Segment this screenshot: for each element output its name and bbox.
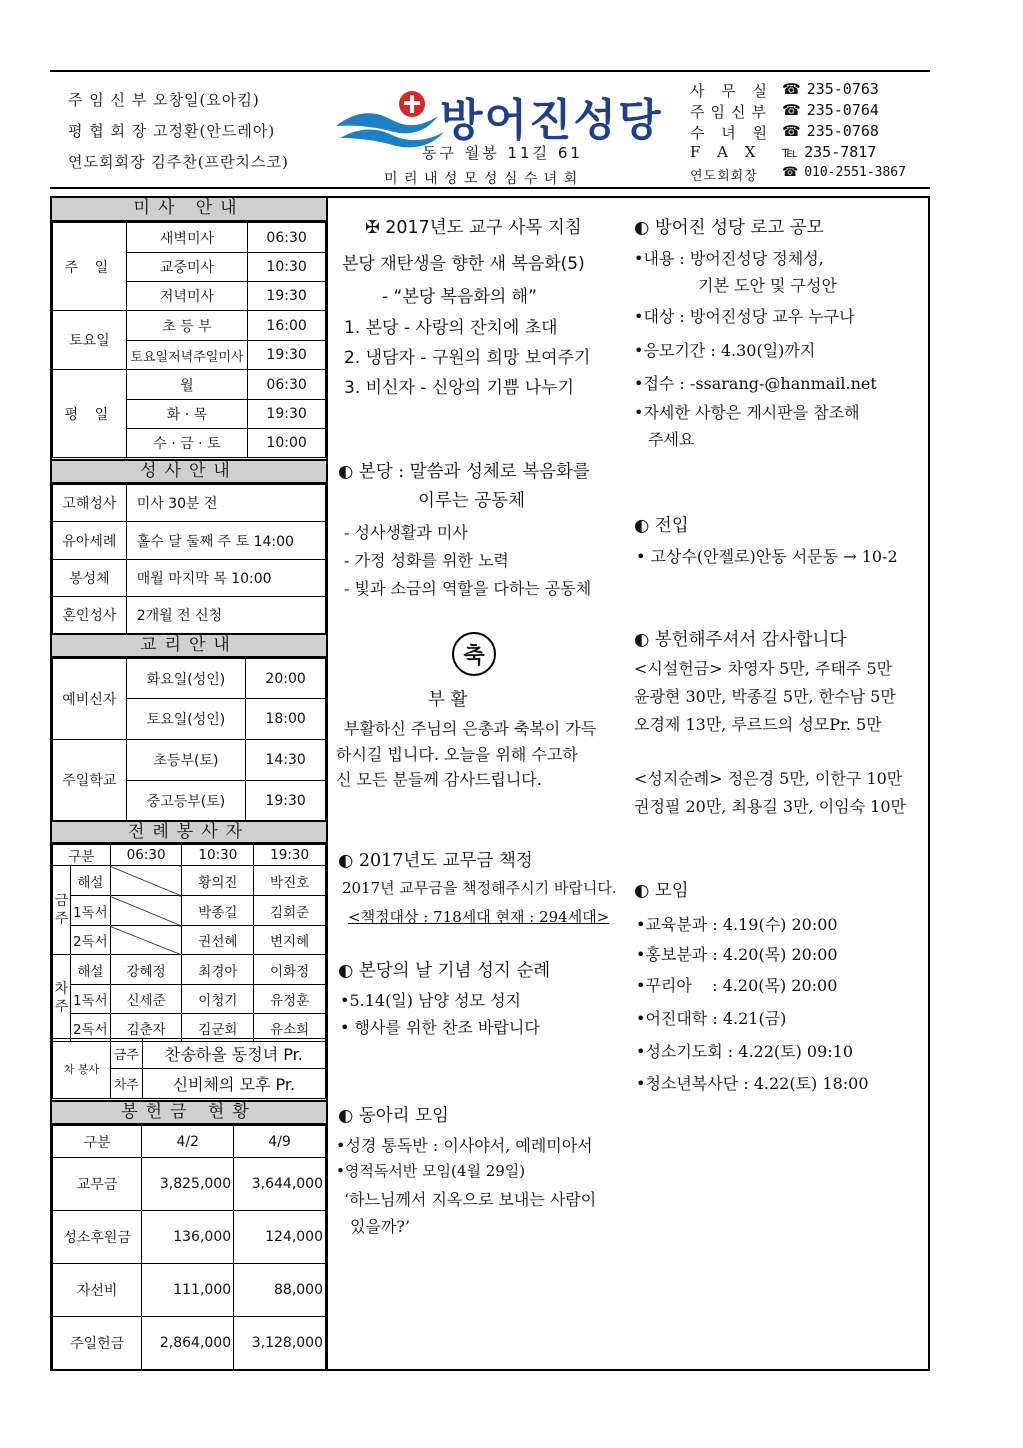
pilgrimage-title: ◐ 본당의 날 기념 성지 순례 bbox=[338, 961, 551, 981]
contact-convent: 수 녀 원 ☎ 235-0768 bbox=[690, 122, 879, 142]
memorial-president-line: 연도회회장 김주찬(프란치스코) bbox=[68, 153, 289, 171]
contact-fax: F A X ℡ 235-7817 bbox=[690, 143, 877, 161]
address: 동구 월봉 11길 61 bbox=[422, 144, 583, 162]
council-president-line: 평 협 회 장 고정환(안드레아) bbox=[68, 122, 276, 140]
celebration-emblem-icon: 축 bbox=[452, 632, 496, 676]
mass-header: 미사 안내 bbox=[52, 198, 326, 222]
contact-office: 사 무 실 ☎ 235-0763 bbox=[690, 80, 879, 100]
church-name: 방어진성당 bbox=[440, 95, 663, 146]
sacraments-header: 성사안내 bbox=[52, 459, 326, 484]
parish-title: ◐ 본당 : 말씀과 성체로 복음화를 bbox=[338, 462, 590, 482]
motto: 미 리 내 성 모 성 심 수 녀 회 bbox=[384, 171, 579, 187]
policy-title: ✠ 2017년도 교구 사목 지침 bbox=[365, 218, 582, 238]
catechism-table: 예비신자 화요일(성인) 20:00 토요일(성인) 18:00 주일학교 초등부(토) 14:30 중고등부(토) 19:30 bbox=[52, 658, 326, 821]
contact-pastor: 주임신부 ☎ 235-0764 bbox=[690, 101, 879, 121]
contact-memorial: 연도회회장 ☎ 010-2551-3867 bbox=[690, 165, 906, 184]
altar-service-table: 차 봉사 금주 찬송하올 동정녀 Pr. 차주 신비체의 모후 Pr. bbox=[52, 1038, 326, 1099]
liturgy-header: 전례봉사자 bbox=[52, 820, 326, 844]
phone-icon: ☎ bbox=[782, 80, 801, 98]
liturgy-table: 구분 06:30 10:30 19:30 금 주 해설 황의진 박진호 1독서 박종길 김회준 2독서 권선혜 변지혜 차 주 해설 강혜정 최경아 이화정 1독서 신세준 이청기 유정훈 2독서 김춘자 김군회 유소희 bbox=[52, 844, 326, 1042]
logo-contest-title: ◐ 방어진 성당 로고 공모 bbox=[634, 218, 824, 238]
catechism-header: 교리안내 bbox=[52, 633, 326, 658]
sacraments-table: 고해성사 미사 30분 전 유아세례 홀수 달 둘째 주 토 14:00 봉성체 매월 마지막 목 10:00 혼인성사 2개월 전 신청 bbox=[52, 484, 326, 634]
mass-weekday-label: 평 일 bbox=[53, 370, 127, 458]
pastor-line: 주 임 신 부 오창일(요아킴) bbox=[68, 91, 260, 109]
right-column: ◐ 방어진 성당 로고 공모 •내용 : 방어진성당 정체성, 기본 도안 및 구성안 •대상 : 방어진성당 교우 누구나 •응모기간 : 4.30(일)까지 •접수 : -ssarang-@hanmail.net •자세한 사항은 게시판을 참조해 주세요 ◐ 전입 • 고상수(안젤로)안동 서문동 → 10-2 ◐ 봉헌해주셔서 감사합니다 <시설헌금> 차영자 5만, 주태주 5만 윤광현 30만, 박종길 5만, 한수남 5만 오경제 13만, 루르드의 성모Pr. 5만 <성지순례> 정은경 5만, 이한구 10만 권정필 20만, 최용길 3만, 이임숙 10만 ◐ 모임 •교육분과 : 4.19(수) 20:00 •홍보분과 : 4.20(목) 20:00 •꾸리아 : 4.20(목) 20:00 •어진대학 : 4.21(금) •성소기도회 : 4.22(토) 09:10 •청소년복사단 : 4.22(토) 18:00 bbox=[0, 0, 1023, 1448]
contest-email-link[interactable]: •접수 : -ssarang-@hanmail.net bbox=[634, 374, 877, 393]
phone-icon: ☎ bbox=[782, 122, 801, 140]
thanks-title: ◐ 봉헌해주셔서 감사합니다 bbox=[634, 630, 847, 650]
meetings-title: ◐ 모임 bbox=[634, 881, 689, 901]
mass-sunday-label: 주 일 bbox=[53, 223, 127, 311]
middle-column: ✠ 2017년도 교구 사목 지침 본당 재탄생을 향한 새 복음화(5) - “본당 복음화의 해” 1. 본당 - 사랑의 잔치에 초대 2. 냉담자 - 구원의 희망 보여주기 3. 비신자 - 신앙의 기쁨 나누기 ◐ 본당 : 말씀과 성체로 복음화를 이루는 공동체 - 성사생활과 미사 - 가정 성화를 위한 노력 - 빛과 소금의 역할을 다하는 공동체 축 부 활 부활하신 주님의 은총과 축복이 가득 하시길 빕니다. 오늘을 위해 수고하 신 모든 분들께 감사드립니다. ◐ 2017년도 교무금 책정 2017년 교무금을 책정해주시기 바랍니다. <책정대상 : 718세대 현재 : 294세대> ◐ 본당의 날 기념 성지 순례 •5.14(일) 남양 성모 성지 • 행사를 위한 찬조 바랍니다 ◐ 동아리 모임 •성경 통독반 : 이사야서, 예레미아서 •영적독서반 모임(4월 29일) ‘하느님께서 지옥으로 보내는 사람이 있을까?’ bbox=[0, 0, 1023, 1448]
dues-title: ◐ 2017년도 교무금 책정 bbox=[338, 851, 533, 871]
club-title: ◐ 동아리 모임 bbox=[338, 1106, 449, 1126]
move-in-title: ◐ 전입 bbox=[634, 516, 689, 536]
phone-icon: ☎ bbox=[782, 165, 799, 180]
offering-table: 구분 4/2 4/9 교무금 3,825,000 3,644,000 성소후원금 136,000 124,000 자선비 111,000 88,000 주일헌금 2,864,000 3,128,000 bbox=[52, 1125, 326, 1370]
phone-icon: ☎ bbox=[782, 101, 801, 119]
fax-icon: ℡ bbox=[782, 143, 799, 161]
easter-title: 부 활 bbox=[428, 690, 468, 710]
offering-header: 봉헌금 현황 bbox=[52, 1100, 326, 1125]
mass-table: 주 일 새벽미사 06:30 교중미사 10:30 저녁미사 19:30 토요일 초 등 부 16:00 토요일저녁주일미사 19:30 평 일 월 06:30 화 · 목 19:30 수 · 금 · 토 10:00 bbox=[52, 222, 326, 458]
mass-saturday-label: 토요일 bbox=[53, 311, 127, 370]
